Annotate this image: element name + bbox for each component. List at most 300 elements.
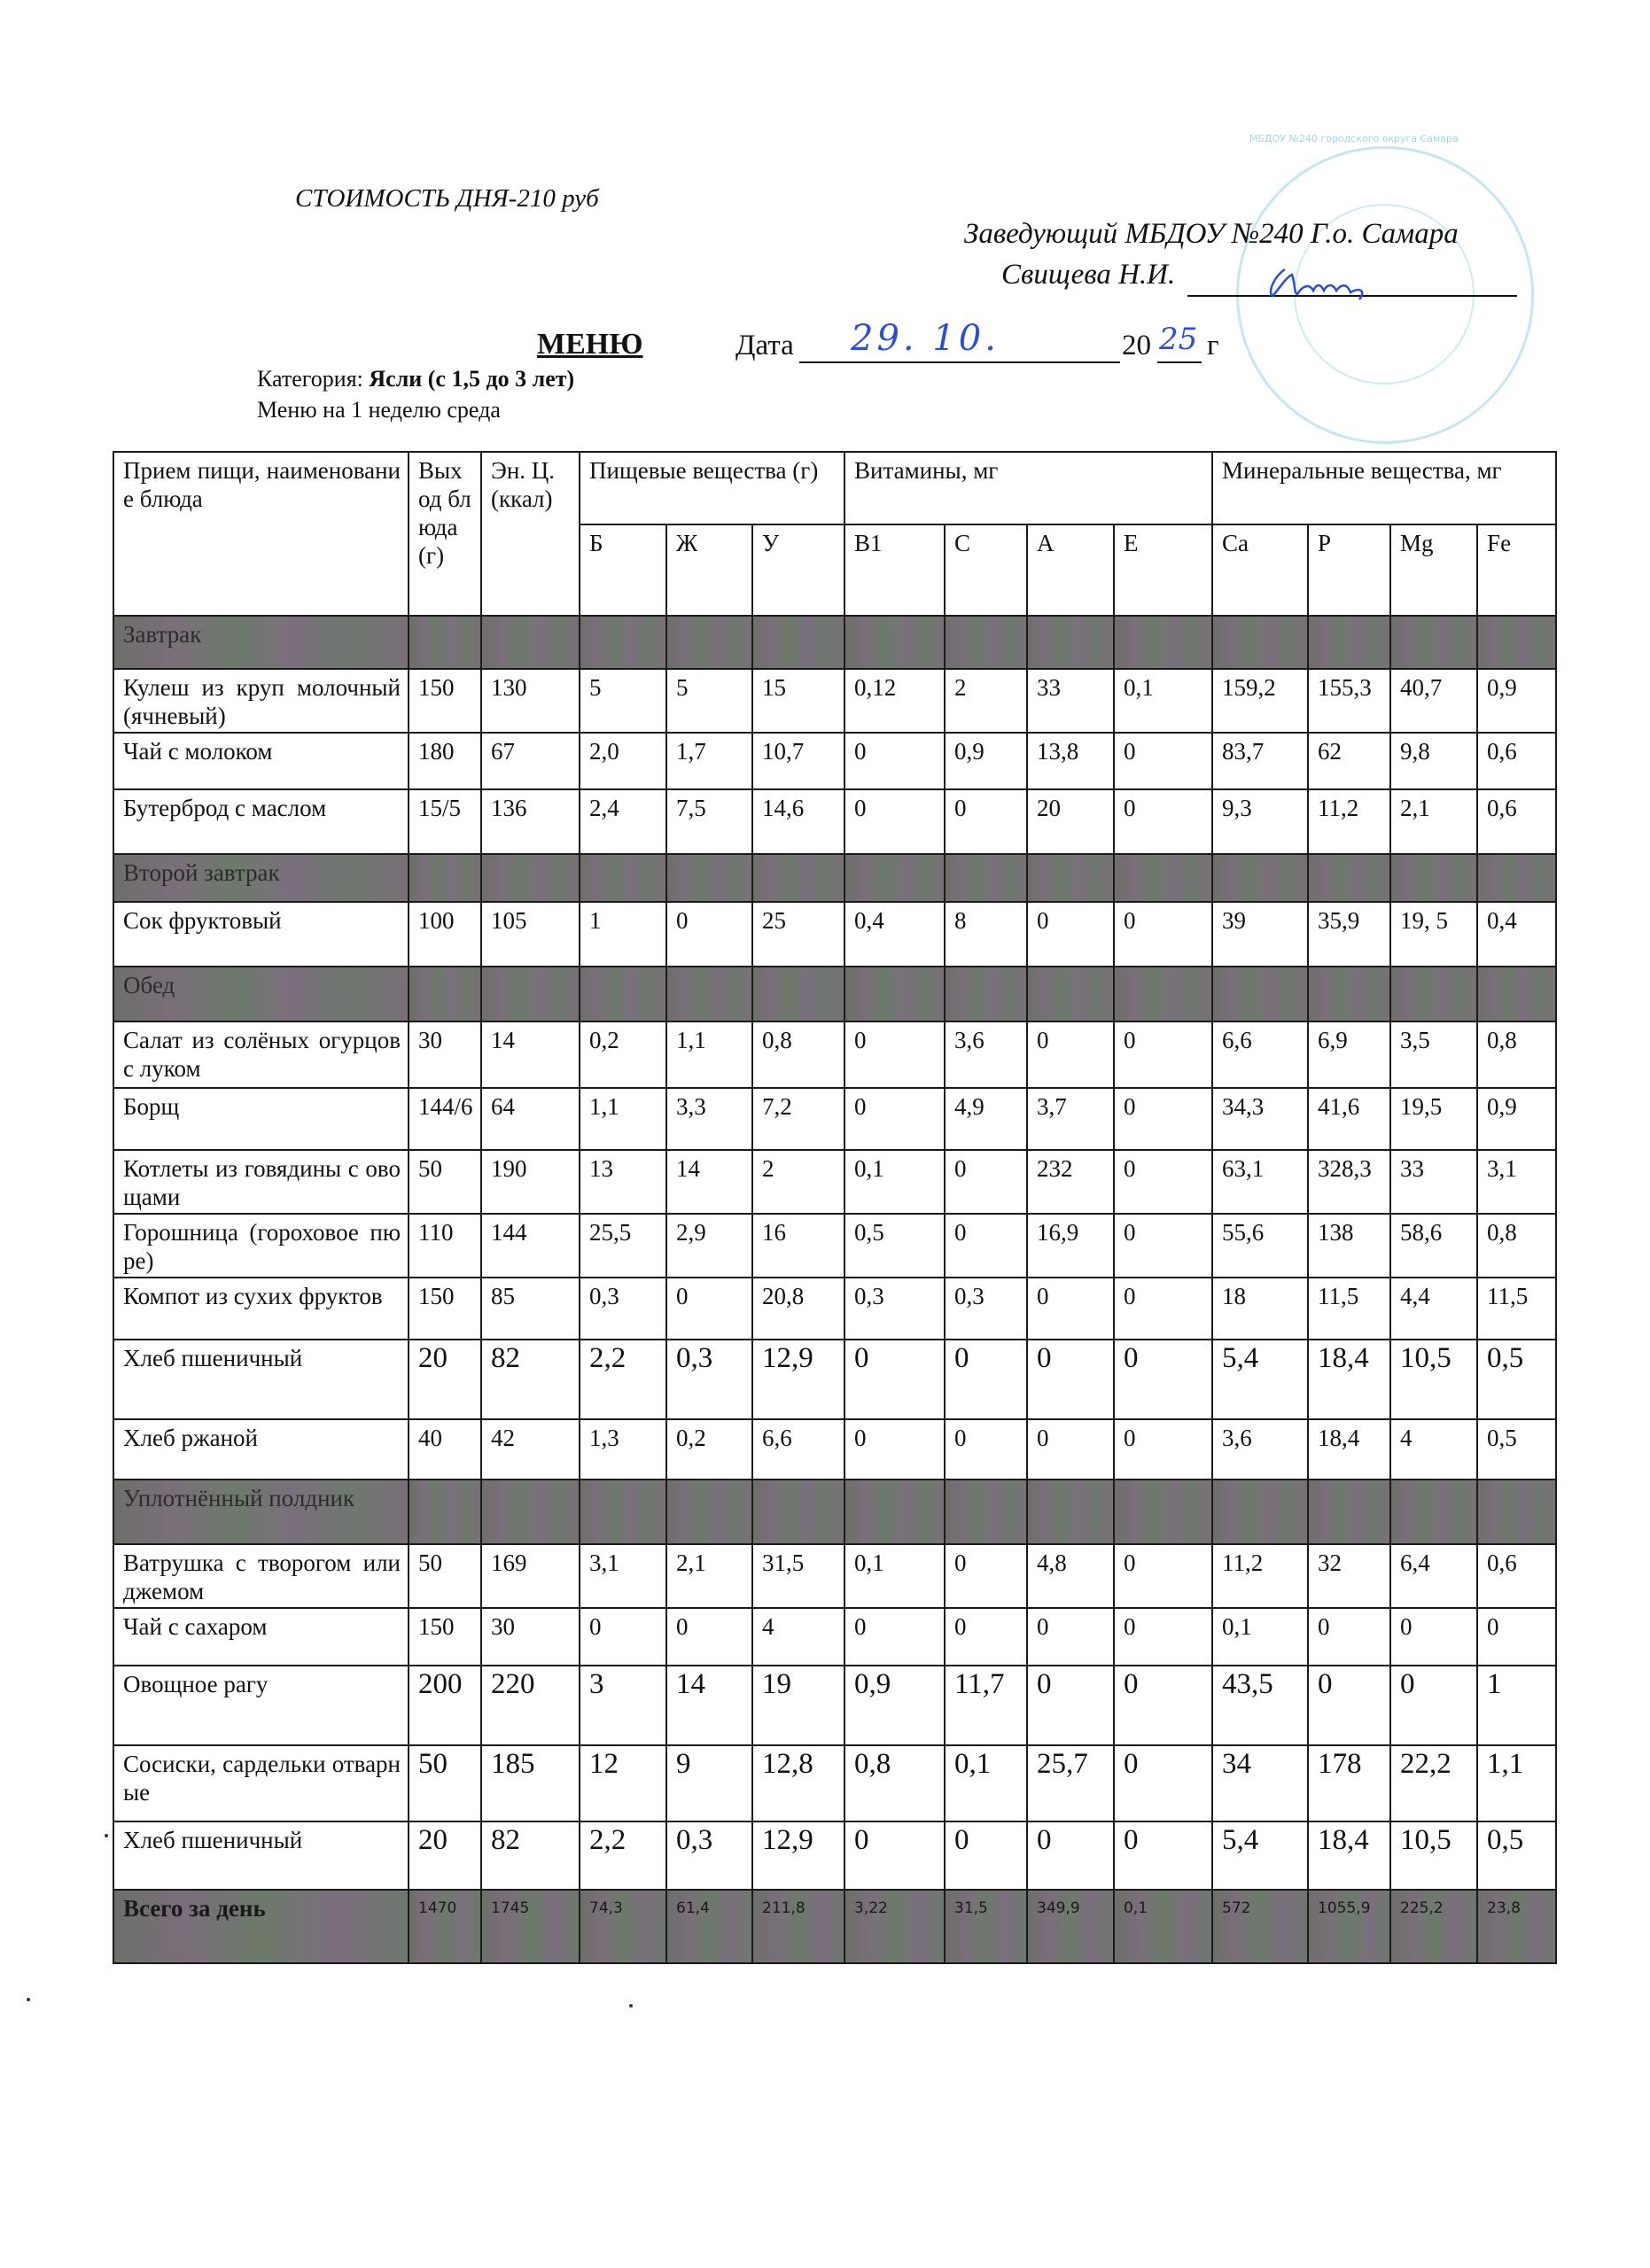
dish-row: [113, 1419, 1556, 1480]
total-label: Всего за день: [113, 1890, 409, 1963]
value-cell: 0: [1114, 1608, 1212, 1666]
dish-name: Салат из солёных огурцов с луком: [113, 1021, 409, 1088]
value-cell: 0,9: [844, 1666, 945, 1745]
value-cell: 12,9: [752, 1821, 844, 1890]
dish-row: [113, 1021, 1556, 1088]
category: [257, 366, 574, 392]
value-cell: 11,7: [945, 1666, 1027, 1745]
dish-name: Кулеш из круп молочный (ячневый): [113, 669, 409, 733]
value-cell: 0,1: [945, 1745, 1027, 1821]
dish-row: [113, 1544, 1556, 1608]
empty-cell: [1477, 616, 1556, 669]
value-cell: 0,3: [945, 1278, 1027, 1340]
dish-name: Котлеты из говядины с овощами: [113, 1150, 409, 1214]
dish-row: [113, 669, 1556, 733]
value-cell: 6,6: [1212, 1021, 1308, 1088]
value-cell: 1,7: [666, 733, 752, 789]
value-cell: 62: [1308, 733, 1390, 789]
empty-cell: [844, 854, 945, 902]
value-cell: 0,1: [844, 1544, 945, 1608]
value-cell: 82: [481, 1340, 580, 1419]
value-cell: 20: [409, 1821, 481, 1890]
value-cell: 0,8: [1477, 1021, 1556, 1088]
value-cell: 11,2: [1212, 1544, 1308, 1608]
value-cell: 0,12: [844, 669, 945, 733]
value-cell: 5: [580, 669, 666, 733]
value-cell: 0: [844, 1340, 945, 1419]
dish-row: [113, 902, 1556, 967]
value-cell: 0,1: [844, 1150, 945, 1214]
value-cell: 138: [1308, 1214, 1390, 1278]
value-cell: 9,8: [1390, 733, 1477, 789]
meal-group-name: Завтрак: [113, 616, 409, 669]
value-cell: 31,5: [752, 1544, 844, 1608]
dish-name: Хлеб ржаной: [113, 1419, 409, 1480]
value-cell: 0: [1114, 1214, 1212, 1278]
empty-cell: [666, 1480, 752, 1544]
value-cell: 0: [1027, 1340, 1114, 1419]
dish-row: [113, 1745, 1556, 1821]
empty-cell: [1027, 616, 1114, 669]
value-cell: 0: [945, 1214, 1027, 1278]
value-cell: 5,4: [1212, 1821, 1308, 1890]
value-cell: 41,6: [1308, 1088, 1390, 1150]
value-cell: 0: [844, 1608, 945, 1666]
value-cell: 211,8: [752, 1890, 844, 1963]
meal-group-name: Обед: [113, 967, 409, 1021]
value-cell: 150: [409, 1608, 481, 1666]
value-cell: 0: [844, 1419, 945, 1480]
value-cell: 144: [481, 1214, 580, 1278]
meal-group-name: Второй завтрак: [113, 854, 409, 902]
value-cell: 15: [752, 669, 844, 733]
value-cell: 3,6: [945, 1021, 1027, 1088]
empty-cell: [481, 1480, 580, 1544]
value-cell: 50: [409, 1544, 481, 1608]
value-cell: 0: [1114, 1745, 1212, 1821]
dish-row: [113, 1340, 1556, 1419]
empty-cell: [752, 967, 844, 1021]
value-cell: 15/5: [409, 789, 481, 854]
dish-row: [113, 789, 1556, 854]
col-carbs: У: [752, 524, 844, 616]
value-cell: 0: [1390, 1666, 1477, 1745]
empty-cell: [1114, 616, 1212, 669]
value-cell: 185: [481, 1745, 580, 1821]
value-cell: 0: [844, 1088, 945, 1150]
value-cell: 130: [481, 669, 580, 733]
approver-title: Заведующий МБДОУ №240 Г.о. Самара: [964, 218, 1459, 250]
value-cell: 13,8: [1027, 733, 1114, 789]
value-cell: 33: [1027, 669, 1114, 733]
value-cell: 0: [1027, 1021, 1114, 1088]
empty-cell: [752, 854, 844, 902]
empty-cell: [844, 616, 945, 669]
value-cell: 0,6: [1477, 1544, 1556, 1608]
value-cell: 31,5: [945, 1890, 1027, 1963]
dish-name: Ватрушка с творогом или джемом: [113, 1544, 409, 1608]
dish-row: [113, 1214, 1556, 1278]
meal-group-row: [113, 1480, 1556, 1544]
meal-group-name: Уплотнённый полдник: [113, 1480, 409, 1544]
value-cell: 34,3: [1212, 1088, 1308, 1150]
value-cell: 328,3: [1308, 1150, 1390, 1214]
value-cell: 3,1: [580, 1544, 666, 1608]
value-cell: 1,1: [1477, 1745, 1556, 1821]
value-cell: 33: [1390, 1150, 1477, 1214]
value-cell: 220: [481, 1666, 580, 1745]
value-cell: 0,5: [844, 1214, 945, 1278]
col-ca: Ca: [1212, 524, 1308, 616]
value-cell: 1: [580, 902, 666, 967]
dish-row: [113, 1088, 1556, 1150]
value-cell: 0: [1027, 1278, 1114, 1340]
value-cell: 42: [481, 1419, 580, 1480]
value-cell: 63,1: [1212, 1150, 1308, 1214]
value-cell: 2,0: [580, 733, 666, 789]
col-e: E: [1114, 524, 1212, 616]
value-cell: 30: [481, 1608, 580, 1666]
value-cell: 0: [1477, 1608, 1556, 1666]
value-cell: 0,1: [1114, 1890, 1212, 1963]
value-cell: 14: [481, 1021, 580, 1088]
col-c: C: [945, 524, 1027, 616]
empty-cell: [945, 854, 1027, 902]
value-cell: 0,2: [580, 1021, 666, 1088]
date-label: Дата: [735, 330, 794, 361]
value-cell: 3,22: [844, 1890, 945, 1963]
col-p: P: [1308, 524, 1390, 616]
col-nutrients: Пищевые вещества (г): [580, 452, 844, 524]
header-row: [113, 452, 1556, 524]
year-prefix: 20: [1122, 330, 1151, 361]
col-fe: Fe: [1477, 524, 1556, 616]
value-cell: 20,8: [752, 1278, 844, 1340]
value-cell: 0: [945, 1821, 1027, 1890]
empty-cell: [1390, 1480, 1477, 1544]
value-cell: 105: [481, 902, 580, 967]
value-cell: 0: [945, 1150, 1027, 1214]
date-handwritten: 29. 10.: [851, 318, 1000, 359]
value-cell: 136: [481, 789, 580, 854]
value-cell: 2: [752, 1150, 844, 1214]
value-cell: 0: [1027, 902, 1114, 967]
value-cell: 190: [481, 1150, 580, 1214]
year-underline: [1157, 361, 1202, 363]
value-cell: 0,1: [1114, 669, 1212, 733]
category-value: Ясли (с 1,5 до 3 лет): [369, 366, 575, 392]
value-cell: 0,5: [1477, 1821, 1556, 1890]
col-mg: Mg: [1390, 524, 1477, 616]
value-cell: 0: [945, 1419, 1027, 1480]
value-cell: 0: [1027, 1419, 1114, 1480]
value-cell: 0,3: [580, 1278, 666, 1340]
value-cell: 0: [1027, 1608, 1114, 1666]
empty-cell: [844, 967, 945, 1021]
meal-group-row: [113, 967, 1556, 1021]
value-cell: 8: [945, 902, 1027, 967]
value-cell: 50: [409, 1745, 481, 1821]
dish-name: Хлеб пшеничный: [113, 1340, 409, 1419]
empty-cell: [666, 616, 752, 669]
value-cell: 1,1: [666, 1021, 752, 1088]
empty-cell: [1390, 967, 1477, 1021]
stamp-text: МБДОУ №240 городского округа Самара: [1249, 133, 1459, 144]
empty-cell: [409, 1480, 481, 1544]
value-cell: 0: [1114, 733, 1212, 789]
date-underline: [799, 361, 1120, 363]
dish-row: [113, 1608, 1556, 1666]
value-cell: 4: [1390, 1419, 1477, 1480]
value-cell: 67: [481, 733, 580, 789]
empty-cell: [844, 1480, 945, 1544]
col-vitamins: Витамины, мг: [844, 452, 1212, 524]
value-cell: 0: [1114, 1021, 1212, 1088]
year-suffix: г: [1207, 330, 1219, 361]
menu-table: [113, 451, 1557, 1964]
day-cost: СТОИМОСТЬ ДНЯ-210 руб: [295, 184, 599, 213]
value-cell: 225,2: [1390, 1890, 1477, 1963]
empty-cell: [1027, 967, 1114, 1021]
value-cell: 0: [1308, 1666, 1390, 1745]
value-cell: 1,1: [580, 1088, 666, 1150]
value-cell: 25,7: [1027, 1745, 1114, 1821]
empty-cell: [1308, 967, 1390, 1021]
empty-cell: [409, 616, 481, 669]
value-cell: 16: [752, 1214, 844, 1278]
col-protein: Б: [580, 524, 666, 616]
value-cell: 0,3: [666, 1340, 752, 1419]
value-cell: 0: [666, 1608, 752, 1666]
empty-cell: [752, 616, 844, 669]
value-cell: 0,4: [844, 902, 945, 967]
value-cell: 12,8: [752, 1745, 844, 1821]
value-cell: 572: [1212, 1890, 1308, 1963]
value-cell: 83,7: [1212, 733, 1308, 789]
empty-cell: [1308, 854, 1390, 902]
value-cell: 150: [409, 669, 481, 733]
value-cell: 0: [844, 789, 945, 854]
empty-cell: [580, 854, 666, 902]
value-cell: 39: [1212, 902, 1308, 967]
value-cell: 3,1: [1477, 1150, 1556, 1214]
value-cell: 34: [1212, 1745, 1308, 1821]
value-cell: 9: [666, 1745, 752, 1821]
empty-cell: [580, 1480, 666, 1544]
empty-cell: [1114, 854, 1212, 902]
dish-name: Чай с сахаром: [113, 1608, 409, 1666]
value-cell: 0: [1114, 789, 1212, 854]
value-cell: 25,5: [580, 1214, 666, 1278]
meal-group-row: [113, 854, 1556, 902]
value-cell: 0: [945, 789, 1027, 854]
value-cell: 3,6: [1212, 1419, 1308, 1480]
value-cell: 20: [1027, 789, 1114, 854]
value-cell: 5: [666, 669, 752, 733]
col-yield: Выход блюда (г): [409, 452, 481, 616]
value-cell: 18,4: [1308, 1821, 1390, 1890]
dish-name: Сосиски, сардельки отварные: [113, 1745, 409, 1821]
value-cell: 3,7: [1027, 1088, 1114, 1150]
value-cell: 0,3: [666, 1821, 752, 1890]
value-cell: 11,5: [1477, 1278, 1556, 1340]
value-cell: 0: [1114, 1088, 1212, 1150]
empty-cell: [1212, 967, 1308, 1021]
value-cell: 3,3: [666, 1088, 752, 1150]
value-cell: 2,1: [1390, 789, 1477, 854]
col-b1: B1: [844, 524, 945, 616]
value-cell: 14: [666, 1666, 752, 1745]
dish-name: Сок фруктовый: [113, 902, 409, 967]
col-a: A: [1027, 524, 1114, 616]
value-cell: 19,5: [1390, 1088, 1477, 1150]
value-cell: 35,9: [1308, 902, 1390, 967]
empty-cell: [945, 967, 1027, 1021]
value-cell: 0: [844, 1821, 945, 1890]
value-cell: 6,9: [1308, 1021, 1390, 1088]
dish-row: [113, 733, 1556, 789]
empty-cell: [1114, 1480, 1212, 1544]
value-cell: 0,5: [1477, 1340, 1556, 1419]
empty-cell: [752, 1480, 844, 1544]
value-cell: 0: [1114, 1666, 1212, 1745]
value-cell: 32: [1308, 1544, 1390, 1608]
value-cell: 10,7: [752, 733, 844, 789]
value-cell: 2,1: [666, 1544, 752, 1608]
value-cell: 0: [1114, 1821, 1212, 1890]
value-cell: 5,4: [1212, 1340, 1308, 1419]
value-cell: 0,8: [1477, 1214, 1556, 1278]
scan-speck: [27, 1998, 30, 2001]
empty-cell: [666, 967, 752, 1021]
week-info: Меню на 1 неделю среда: [257, 397, 501, 423]
value-cell: 0: [1390, 1608, 1477, 1666]
empty-cell: [1308, 1480, 1390, 1544]
dish-row: [113, 1150, 1556, 1214]
empty-cell: [1308, 616, 1390, 669]
value-cell: 2,2: [580, 1821, 666, 1890]
dish-row: [113, 1666, 1556, 1745]
value-cell: 12: [580, 1745, 666, 1821]
empty-cell: [1027, 854, 1114, 902]
value-cell: 155,3: [1308, 669, 1390, 733]
empty-cell: [409, 967, 481, 1021]
value-cell: 349,9: [1027, 1890, 1114, 1963]
value-cell: 64: [481, 1088, 580, 1150]
empty-cell: [409, 854, 481, 902]
value-cell: 50: [409, 1150, 481, 1214]
value-cell: 0: [580, 1608, 666, 1666]
value-cell: 0: [945, 1608, 1027, 1666]
value-cell: 22,2: [1390, 1745, 1477, 1821]
value-cell: 0,6: [1477, 733, 1556, 789]
value-cell: 0,3: [844, 1278, 945, 1340]
value-cell: 0,1: [1212, 1608, 1308, 1666]
empty-cell: [1477, 1480, 1556, 1544]
value-cell: 4,9: [945, 1088, 1027, 1150]
value-cell: 30: [409, 1021, 481, 1088]
value-cell: 55,6: [1212, 1214, 1308, 1278]
value-cell: 0: [1114, 1278, 1212, 1340]
value-cell: 43,5: [1212, 1666, 1308, 1745]
value-cell: 2,4: [580, 789, 666, 854]
value-cell: 1470: [409, 1890, 481, 1963]
value-cell: 159,2: [1212, 669, 1308, 733]
value-cell: 144/6: [409, 1088, 481, 1150]
empty-cell: [1390, 616, 1477, 669]
value-cell: 2,2: [580, 1340, 666, 1419]
value-cell: 9,3: [1212, 789, 1308, 854]
dish-name: Горошница (гороховое пюре): [113, 1214, 409, 1278]
value-cell: 16,9: [1027, 1214, 1114, 1278]
empty-cell: [1212, 854, 1308, 902]
value-cell: 20: [409, 1340, 481, 1419]
value-cell: 0,5: [1477, 1419, 1556, 1480]
empty-cell: [1212, 616, 1308, 669]
value-cell: 40,7: [1390, 669, 1477, 733]
col-meal: Прием пищи, наименование блюда: [113, 452, 409, 616]
value-cell: 0: [1114, 1544, 1212, 1608]
value-cell: 82: [481, 1821, 580, 1890]
approver-name: Свищева Н.И.: [1001, 259, 1176, 291]
value-cell: 0,4: [1477, 902, 1556, 967]
dish-name: Чай с молоком: [113, 733, 409, 789]
value-cell: 61,4: [666, 1890, 752, 1963]
value-cell: 19: [752, 1666, 844, 1745]
dish-name: Овощное рагу: [113, 1666, 409, 1745]
value-cell: 7,5: [666, 789, 752, 854]
value-cell: 6,4: [1390, 1544, 1477, 1608]
value-cell: 1745: [481, 1890, 580, 1963]
empty-cell: [1477, 854, 1556, 902]
value-cell: 0: [844, 1021, 945, 1088]
dish-name: Компот из сухих фруктов: [113, 1278, 409, 1340]
value-cell: 0,8: [844, 1745, 945, 1821]
value-cell: 18: [1212, 1278, 1308, 1340]
scan-speck: [629, 2004, 633, 2008]
col-fat: Ж: [666, 524, 752, 616]
empty-cell: [1477, 967, 1556, 1021]
value-cell: 150: [409, 1278, 481, 1340]
value-cell: 110: [409, 1214, 481, 1278]
empty-cell: [666, 854, 752, 902]
value-cell: 23,8: [1477, 1890, 1556, 1963]
dish-name: Бутерброд с маслом: [113, 789, 409, 854]
value-cell: 4,4: [1390, 1278, 1477, 1340]
value-cell: 14: [666, 1150, 752, 1214]
value-cell: 58,6: [1390, 1214, 1477, 1278]
value-cell: 10,5: [1390, 1340, 1477, 1419]
value-cell: 6,6: [752, 1419, 844, 1480]
meal-group-row: [113, 616, 1556, 669]
empty-cell: [945, 1480, 1027, 1544]
category-label: Категория:: [257, 366, 363, 392]
value-cell: 11,5: [1308, 1278, 1390, 1340]
value-cell: 40: [409, 1419, 481, 1480]
empty-cell: [580, 967, 666, 1021]
value-cell: 10,5: [1390, 1821, 1477, 1890]
value-cell: 0,6: [1477, 789, 1556, 854]
scan-speck: [105, 1834, 108, 1837]
value-cell: 11,2: [1308, 789, 1390, 854]
value-cell: 0: [1114, 902, 1212, 967]
empty-cell: [481, 854, 580, 902]
empty-cell: [945, 616, 1027, 669]
empty-cell: [1114, 967, 1212, 1021]
year-handwritten: 25: [1159, 322, 1198, 357]
value-cell: 180: [409, 733, 481, 789]
empty-cell: [481, 967, 580, 1021]
